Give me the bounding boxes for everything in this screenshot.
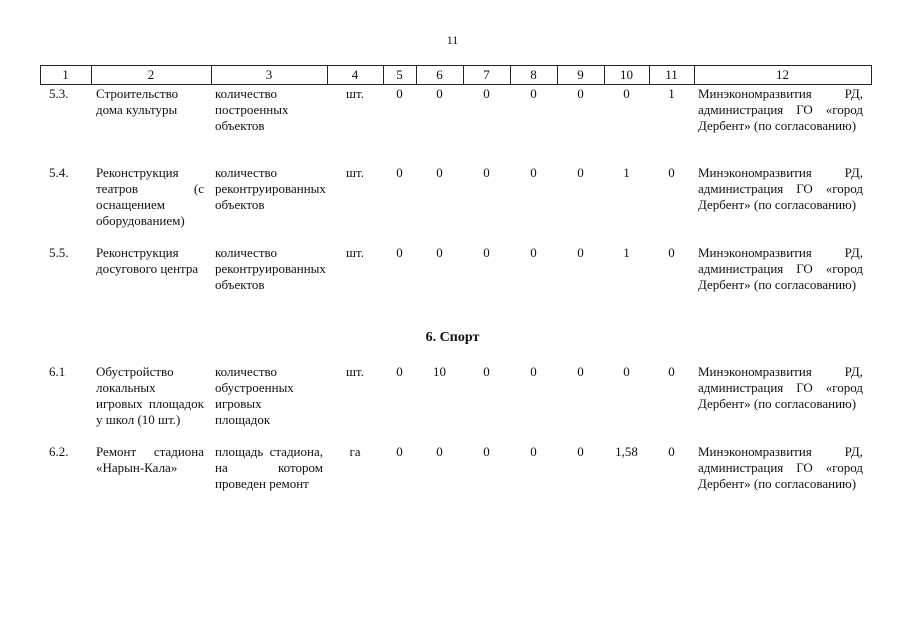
executor: Минэкономразвития РД, администрация ГО «город Дербент» (по согласованию) [698, 86, 863, 133]
executor: Минэкономразвития РД, администрация ГО «город Дербент» (по согласованию) [698, 165, 863, 212]
value-cell: 0 [577, 245, 584, 260]
value-cell: 0 [623, 86, 630, 101]
value-cell: 0 [396, 86, 403, 101]
activity-name: Строительство дома культуры [96, 86, 179, 117]
column-header: 7 [483, 67, 490, 82]
unit: шт. [346, 165, 364, 180]
value-cell: 10 [433, 364, 446, 379]
table-top-border [40, 65, 872, 66]
row-number: 6.2. [49, 444, 69, 459]
row-number: 5.5. [49, 245, 69, 260]
value-cell: 0 [436, 165, 443, 180]
unit: шт. [346, 364, 364, 379]
column-header: 3 [265, 67, 273, 82]
value-cell: 0 [577, 444, 584, 459]
value-cell: 1 [623, 165, 630, 180]
unit: га [349, 444, 361, 459]
value-cell: 0 [396, 245, 403, 260]
value-cell: 0 [483, 364, 490, 379]
indicator-name: количество обустроенных игровых площадок [215, 364, 294, 427]
activity-name: Реконструкция досугового центра [96, 245, 199, 276]
value-cell: 0 [396, 364, 403, 379]
value-cell: 0 [530, 444, 537, 459]
column-header: 1 [62, 67, 69, 82]
column-header: 11 [665, 67, 678, 82]
value-cell: 0 [577, 165, 584, 180]
value-cell: 1,58 [615, 444, 638, 459]
value-cell: 0 [396, 165, 403, 180]
indicator-name: количество реконтруированных объектов [215, 165, 326, 212]
indicator-name: количество реконтруированных объектов [215, 245, 326, 292]
activity-name: Ремонт стадиона «Нарын-Кала» [96, 444, 204, 475]
executor: Минэкономразвития РД, администрация ГО «город Дербент» (по согласованию) [698, 245, 863, 292]
column-header: 9 [577, 67, 584, 82]
indicator-name: площадь стадиона, на котором проведен ремонт [215, 444, 323, 491]
column-header: 12 [776, 67, 789, 82]
value-cell: 0 [483, 444, 490, 459]
value-cell: 0 [483, 86, 490, 101]
value-cell: 0 [668, 364, 675, 379]
value-cell: 0 [396, 444, 403, 459]
column-header: 2 [147, 67, 155, 82]
unit: шт. [346, 245, 364, 260]
indicator-name: количество построенных объектов [215, 86, 289, 133]
page-number: 11 [446, 33, 459, 47]
value-cell: 0 [530, 245, 537, 260]
header-divider [871, 65, 872, 85]
row-number: 5.3. [49, 86, 69, 101]
column-header: 8 [530, 67, 537, 82]
value-cell: 0 [436, 245, 443, 260]
executor: Минэкономразвития РД, администрация ГО «город Дербент» (по согласованию) [698, 364, 863, 411]
section-title: 6. Спорт [425, 330, 480, 345]
value-cell: 0 [530, 364, 537, 379]
value-cell: 0 [668, 245, 675, 260]
value-cell: 0 [577, 364, 584, 379]
value-cell: 0 [436, 444, 443, 459]
activity-name: Обустройство локальных игровых площадок у школ (10 шт.) [96, 364, 204, 427]
value-cell: 1 [623, 245, 630, 260]
value-cell: 0 [577, 86, 584, 101]
row-number: 5.4. [49, 165, 69, 180]
value-cell: 0 [668, 444, 675, 459]
column-header: 4 [351, 67, 359, 82]
column-header: 6 [436, 67, 443, 82]
column-header: 10 [620, 67, 633, 82]
value-cell: 0 [483, 165, 490, 180]
value-cell: 0 [530, 165, 537, 180]
value-cell: 1 [668, 86, 675, 101]
column-header: 5 [396, 67, 403, 82]
value-cell: 0 [623, 364, 630, 379]
value-cell: 0 [530, 86, 537, 101]
value-cell: 0 [668, 165, 675, 180]
header-bottom-border [40, 84, 872, 85]
unit: шт. [346, 86, 364, 101]
executor: Минэкономразвития РД, администрация ГО «город Дербент» (по согласованию) [698, 444, 863, 491]
value-cell: 0 [483, 245, 490, 260]
row-number: 6.1 [49, 364, 66, 379]
activity-name: Реконструкция театров (с оснащением оборудованием) [96, 165, 204, 228]
value-cell: 0 [436, 86, 443, 101]
